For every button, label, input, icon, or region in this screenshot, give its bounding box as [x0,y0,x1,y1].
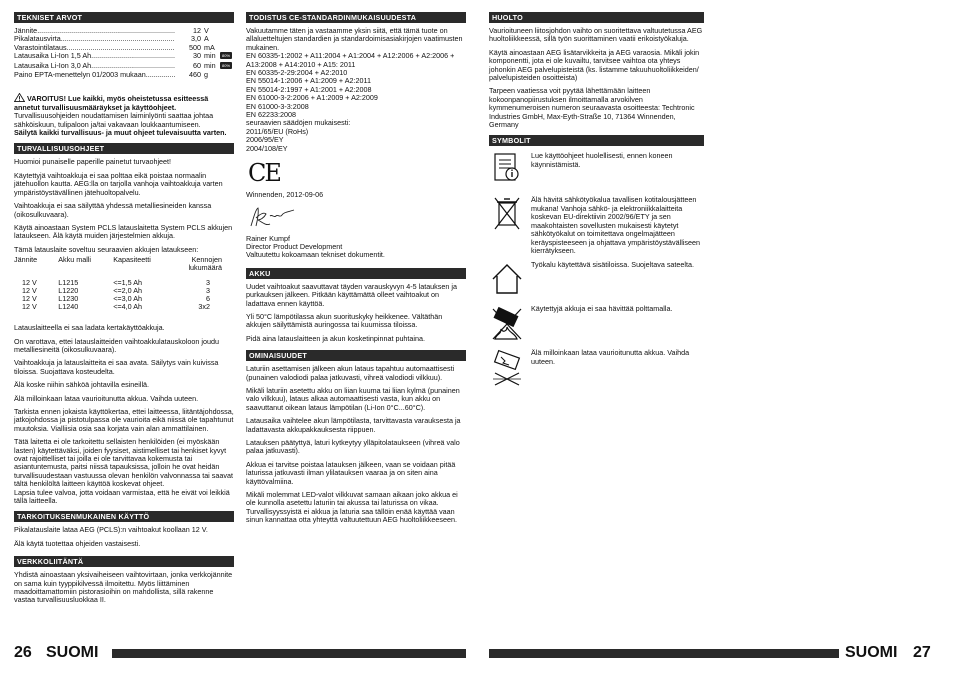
warning-triangle-icon [14,93,25,102]
language-label: SUOMI [845,644,898,661]
safety-text: Vaihtoakkuja ja latauslaitteita ei saa avata. Säilytys vain kuivissa tiloissa. Suojattava kosteudelta. [14,358,219,376]
battery-80-icon: 80% [222,53,231,59]
battery-table [14,256,224,311]
warning-paragraph: VAROITUS! Lue kaikki, myös oheistetussa esitteessä annetut turvallisuusmääräykset ja käyttöohjeet. Turvallisuusohjeiden noudattamisen laiminlyönti saattaa johtaa sähköiskuun, tulipaloon ja/tai vakavaan loukkaantumiseen. [14,94,214,129]
footer-bar [489,649,839,658]
page-number: 26 [14,644,32,661]
column-left [14,12,234,610]
safety-text: Älä koske niihin sähköä johtavilla esineillä. [14,380,150,390]
signer-name: Rainer Kumpf [246,233,290,243]
page-number: 27 [913,644,931,661]
section-header-symbols: SYMBOLIT [489,135,704,146]
signer-note: Valtuutettu kokoamaan tekniset dokumentit. [246,250,385,260]
safety-text: Käytä ainoastaan System PCLS latauslaitetta System PCLS akkujen lataukseen. Älä käytä muiden järjestelmien akkuja. [14,222,233,241]
battery-80-icon: 80% [222,62,231,68]
ce-mark-logo: CE [248,159,280,188]
battery-text: Pidä aina latauslaitteen ja akun kosketinpinnat puhtaina. [246,333,426,343]
section-header-tech: TEKNISET ARVOT [14,12,234,23]
safety-text: On varottava, ettei latauslaitteiden vaihtoakkulatauskoloon joudu metalliesineitä (oikosulkuvaara). [14,336,219,354]
service-text: Vaurioituneen liitosjohdon vaihto on suoritettava valtuutetussa AEG huoltoliikkeessä, sillä työn suorittaminen vaatii erikoistyökaluja. [489,26,703,44]
safety-text: Tätä laitetta ei ole tarkoitettu sellaisten henkilöiden (ei myöskään lasten) käytettäväksi, joiden fyysiset, aistimelliset tai henkiset kyvyt ovat rajoittelliset tai joilla ei ole tarvittavaa kokemusta tai asiantuntemusta, paitsi niissä tapauksissa, jolloin he ovat heidän turvallisuudestaan vastuussa olevan henkilön valvonnassa tai saavat tältä henkilöltä laitteen käyttöä koskevat ohjeet. [14,437,233,489]
symbol-row: Älä milloinkaan lataa vaurioitunutta akkua. Vaihda uuteen. [489,349,704,387]
ce-standards: Vakuutamme täten ja vastaamme yksin siitä, että tämä tuote on allaluetteltujen standardien ja standardoimisasiakirjojen vaatimusten mukainen. EN 60335-1:2002 + A11:2004 + A1:2004 + A12:2006 + A2:2006 + A13:2008 + A14:2010 + A15: 2011 EN 60335-2-29:2004 + A2:2010 EN 55014-1:2006 + A1:2009 + A2:2011 EN 55014-2:1997 + A1:2001 + A2:2008 EN 61000-3-2:2006 + A1:2009 + A2:2009 EN 61000-3-3:2008 EN 62233:2008 seuraavien säädöjen mukaisesti: 2011/65/EU (RoHs) 2006/95/EY 2004/108/EY [246,26,463,153]
battery-text: Yli 50°C lämpötilassa akun suorituskyky heikkenee. Vältäthän akkujen säilyttämistä auringossa tai kuumissa tiloissa. [246,311,443,330]
section-header-safety: TURVALLISUUSOHJEET [14,143,234,154]
features-text: Latauksen päätyttyä, laturi kytkeytyy ylläpitolataukseen (vihreä valo palaa jatkuvasti). [246,438,460,456]
section-header-service: HUOLTO [489,12,704,23]
section-header-battery: AKKU [246,268,466,279]
signature-image [248,204,298,230]
column-middle [246,12,466,530]
usage-text: Älä käytä tuotettaa ohjeiden vastaisesti. [14,538,141,548]
spec-row: Latausaika Li-Ion 1,5 Ah ..... 30 min 80% [14,52,234,61]
table-row: 12 V L1215 <=1,5 Ah 3 [22,278,210,288]
spec-row: Varastointilataus ..... 500 mA [14,44,234,52]
table-row: 12 V L1220 <=2,0 Ah 3 [22,286,210,296]
table-row: 12 V L1230 <=3,0 Ah 6 [22,294,210,304]
features-text: Laturiin asettamisen jälkeen akun lataus tapahtuu automaattisesti (punainen valodiodi palaa jatkuvasti, vihreä valodiodi vilkkuu). [246,364,455,382]
safety-text: Tämä latauslaite soveltuu seuraavien akkujen lataukseen: [14,244,199,254]
service-text: Käytä ainoastaan AEG lisätarvikkeita ja AEG varaosia. Mikäli jokin komponentti, jota ei ole kuvailtu, tarvitsee vaihtoa ota yhteys johonkin AEG palvelupisteistä (ks. listamme takuuhuoltoliikkeiden/ palvelupisteiden osoitteista) [489,47,700,83]
footer-right [489,644,941,663]
battery-text: Uudet vaihtoakut saavuttavat täyden varauskyvyn 4-5 latauksen ja purkauksen jälkeen. Pitkään käyttämättä olleet vaihtoakut on ladattava ennen käyttöä. [246,281,457,308]
symbol-row: Käytettyjä akkuja ei saa hävittää polttamalla. [489,305,704,343]
symbol-row: Työkalu käytettävä sisätiloissa. Suojeltava sateelta. [489,261,704,299]
spec-row: Pikalatausvirta ..... 3,0 A [14,35,234,43]
safety-text: Vaihtoakkuja ei saa säilyttää yhdessä metalliesineiden kanssa (oikosulkuvaara). [14,201,212,219]
symbol-row: Älä hävitä sähkötyökalua tavallisen kotitalousjätteen mukana! Vanhoja sähkö- ja elektroniikkalaitteita koskevan EU-direktiivin 2002/96/ETY ja sen maakohtaisten sovellusten mukaisesti käytetyt sähkötyökalut on toimitettava ongelmajätteen keräyspisteeseen ja ohjattava ympäristöystävälliseen kierrätykseen. [489,196,704,255]
features-text: Mikäli molemmat LED-valot vilkkuvat samaan aikaan joko akkua ei ole kunnolla asetettu laturiin tai akussa tai laturissa on vikaa. Turvallisyyssyistä ei akkua ja laturia saa tällöin enää käyttää vaan sinun kannattaa otta yhteyttä valtuutettuun AEG huoltoliikkeeseen. [246,490,458,525]
symbol-row: Lue käyttöohjeet huolellisesti, ennen koneen käynnistämistä. [489,152,704,190]
no-burn-battery-icon [489,305,531,343]
language-label: SUOMI [46,644,99,661]
warning-keep: Säilytä kaikki turvallisuus- ja muut ohjeet tulevaisuutta varten. [14,128,227,138]
spec-row: Jännite ..... 12 V [14,27,234,35]
section-header-usage: TARKOITUKSENMUKAINEN KÄYTTÖ [14,511,234,522]
safety-text: Lapsia tulee valvoa, jotta voidaan varmistaa, että he eivät voi leikkiä tällä laitteella. [14,487,230,506]
features-text: Akkua ei tarvitse poistaa latauksen jälkeen, vaan se voidaan pitää laturissa jatkuvasti ilman ylilatauksen vaaraa ja on siten aina käyttövalmiina. [246,459,456,486]
spec-row: Latausaika Li-Ion 3,0 Ah ..... 60 min 80% [14,62,234,71]
section-header-features: OMINAISUUDET [246,350,466,361]
no-damaged-battery-icon [489,349,531,387]
spec-list [14,27,234,79]
safety-text: Latauslaitteella ei saa ladata kertakäyttöakkuja. [14,323,165,333]
weee-bin-icon [489,196,531,234]
indoor-use-icon [489,261,531,299]
usage-text: Pikalatauslaite lataa AEG (PCLS):n vaihtoakut koollaan 12 V. [14,525,208,535]
features-text: Mikäli laturiin asetettu akku on liian kuuma tai liian kylmä (punainen valo vilkkuu), lataus alkaa automaattisesti vasta, kun akku on saavuttanut oikean lataus lämpötilan (Li-Ion 0°C...60°C). [246,385,460,412]
read-manual-icon [489,152,531,190]
mains-text: Yhdistä ainoastaan yksivaiheiseen vaihtovirtaan, jonka verkkojännite on sama kuin tyyppikilvessä ilmoitettu. Myös liittäminen maadoittamattomiin pistorasioihin on mahdollista, sillä rakenne vastaa turvallisuusluokkaa II. [14,570,233,605]
features-text: Latausaika vaihtelee akun lämpötilasta, tarvittavasta varauksesta ja ladattavasta akkupakkauksesta riippuen. [246,416,461,434]
safety-text: Tarkista ennen jokaista käyttökertaa, ettei laitteessa, liitäntäjohdossa, jatkojohdossa ja pistotulpassa ole vaurioita eikä niissä ole tapahtunut muutoksia. Vialliisia osia saa korjata vain alan ammattilainen. [14,406,234,433]
section-header-mains: VERKKOLIITÄNTÄ [14,556,234,567]
footer-bar [112,649,466,658]
declaration-date: Winnenden, 2012-09-06 [246,190,324,200]
table-row: 12 V L1240 <=4,0 Ah 3x2 [22,302,210,312]
signer-title: Director Product Development [246,241,343,251]
section-header-ce: TODISTUS CE-STANDARDINMUKAISUUDESTA [246,12,466,23]
safety-text: Käytettyjä vaihtoakkuja ei saa polttaa eikä poistaa normaalin jätehuollon kautta. AEG:lla on tarjolla vanhoja vaihtoakkuja varten ympäristöystävällinen jätehuoltopalvelu. [14,170,223,197]
safety-text: Älä milloinkaan lataa vaurioitunutta akkua. Vaihda uuteen. [14,393,199,403]
service-text: Tarpeen vaatiessa voit pyytää lähettämään laitteen kokoonpanopiirustuksen ilmoittamalla arvokilven kymmenumeroisen numeron seuraavasta osoitteesta: Techtronic Industries GmbH, Max-Eyth-Straße 10, 71364 Winnenden, Germany [489,86,695,130]
column-right [489,12,704,393]
spec-row: Paino EPTA-menettelyn 01/2003 mukaan ..... 460 g [14,71,234,79]
footer-left [14,644,466,663]
table-header-row: Jännite Akku malli Kapasiteetti Kennojen lukumäärä [14,255,222,273]
safety-text: Huomioi punaiselle paperille painetut turvaohjeet! [14,157,172,167]
